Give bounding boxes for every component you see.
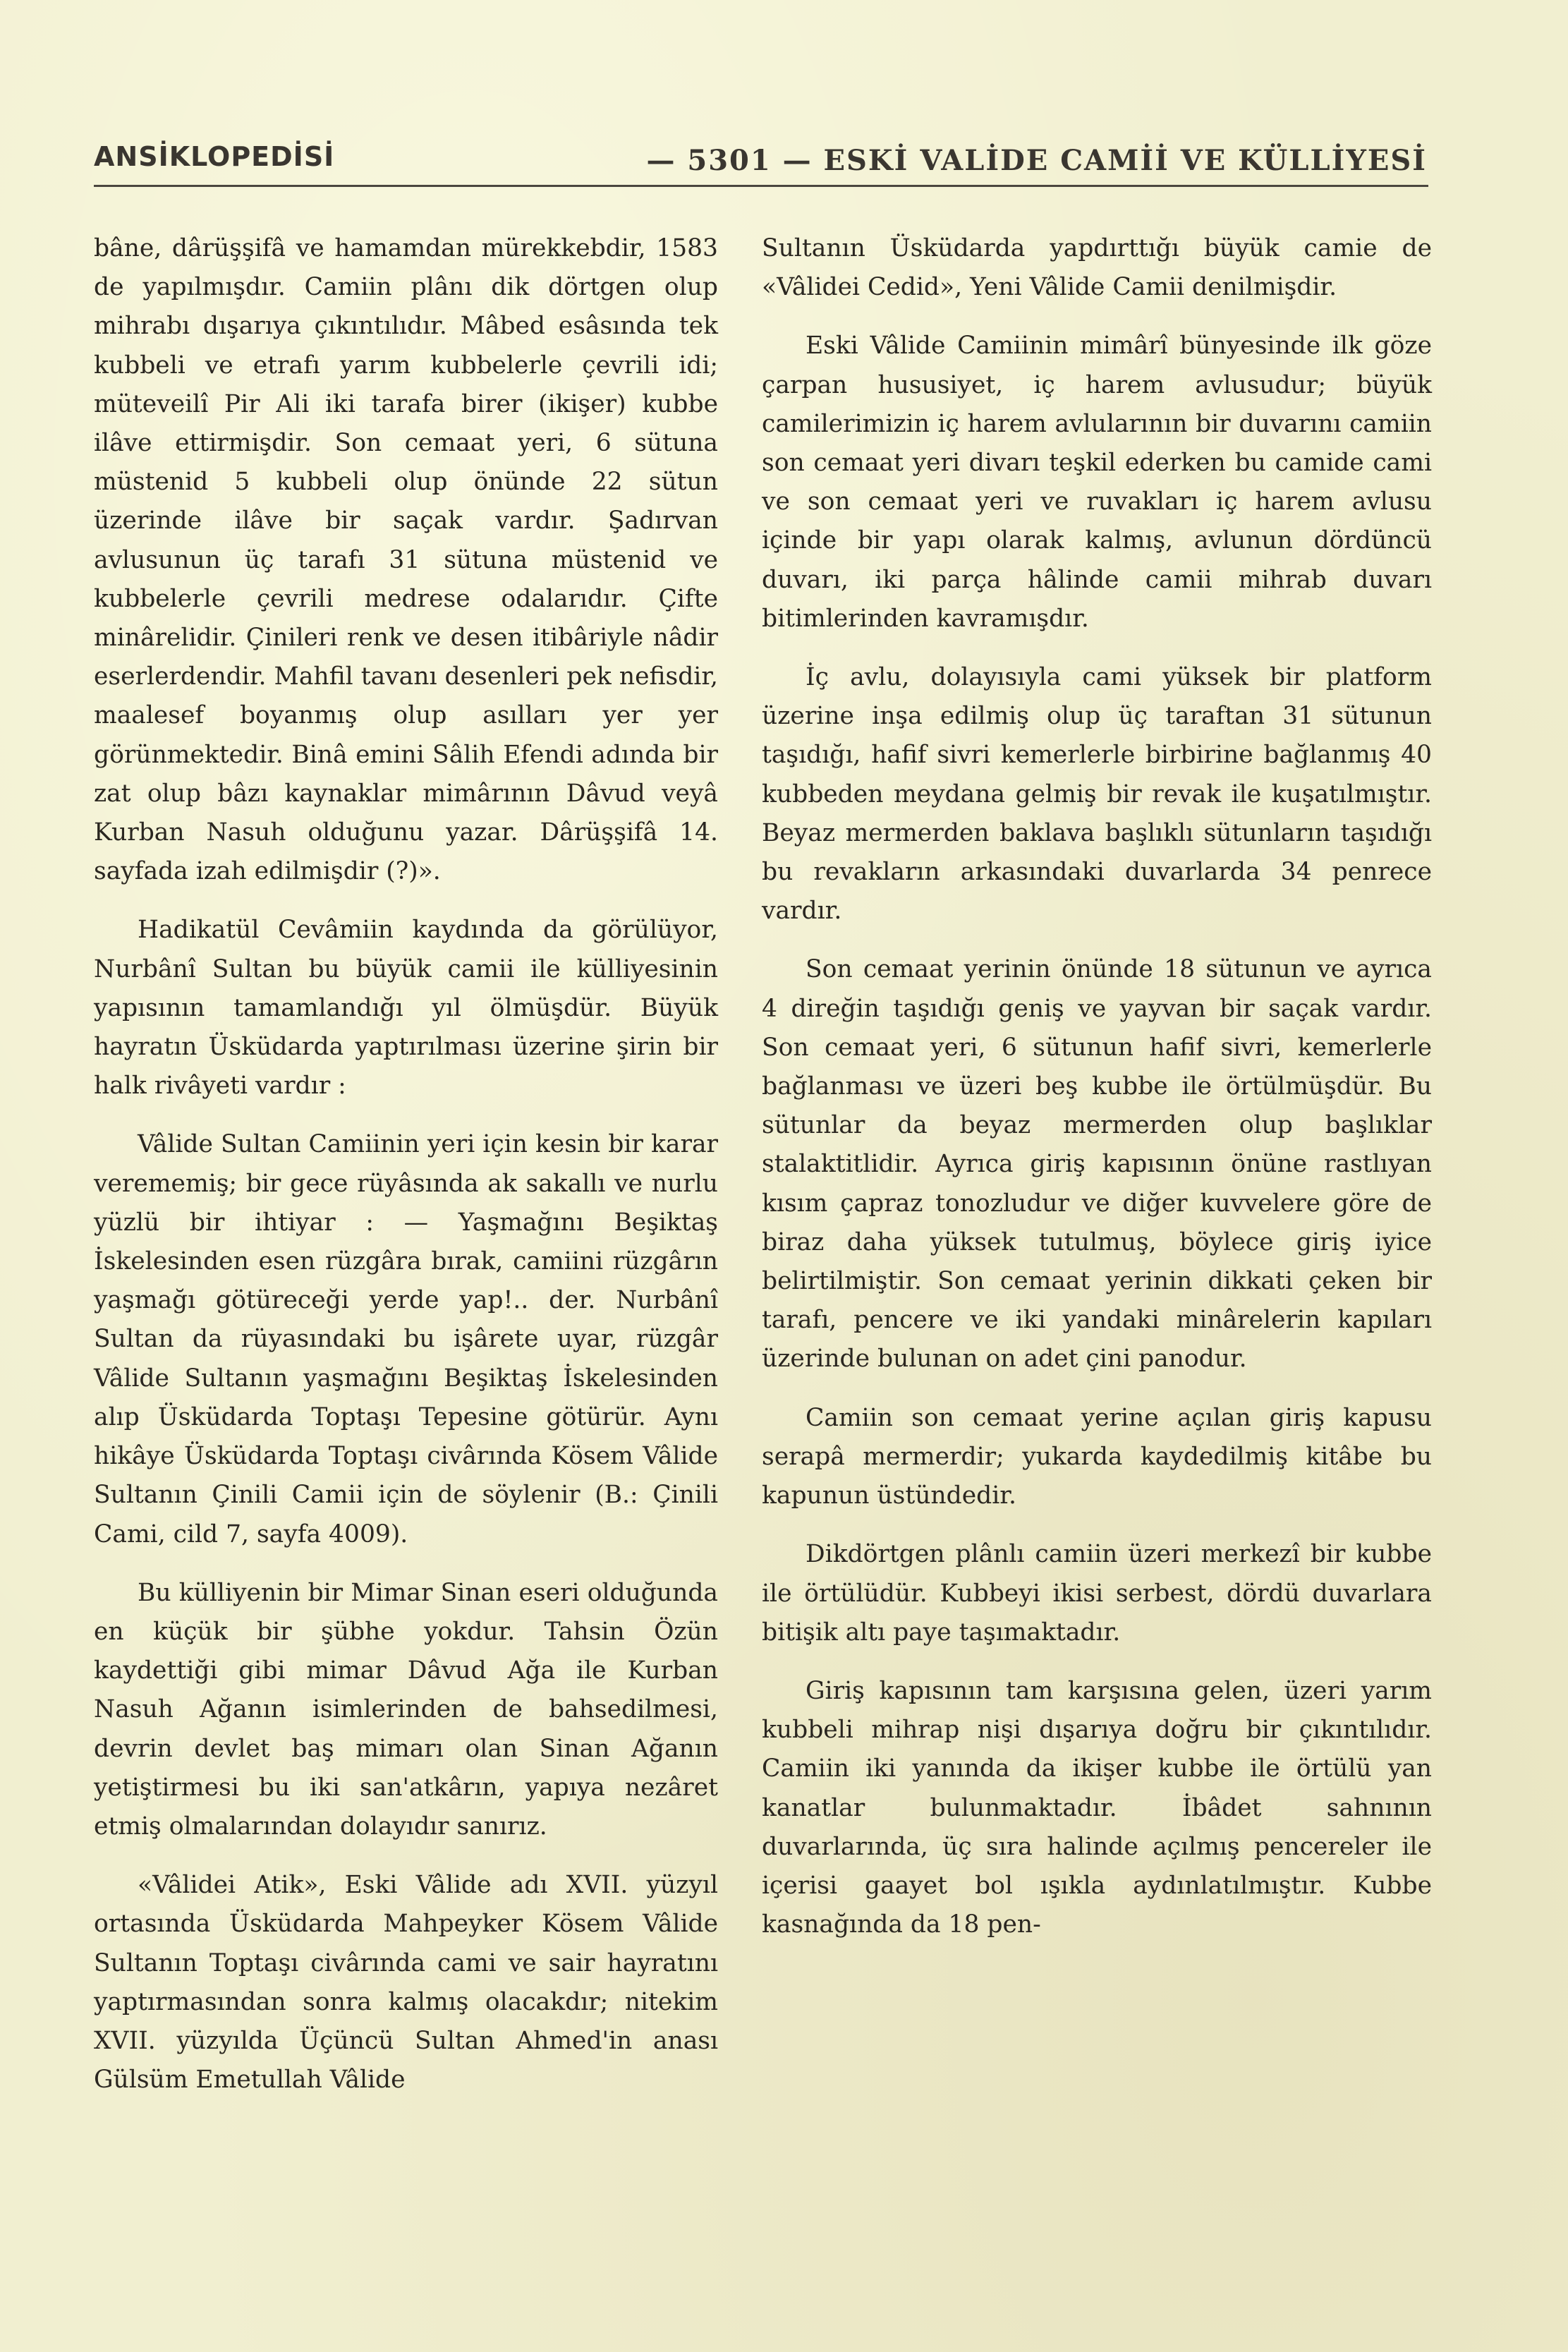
paragraph: Vâlide Sultan Camiinin yeri için kesin bir karar verememiş; bir gece rüyâsında ak sakallı ve nurlu yüzlü bir ihtiyar : — Yaşmağını Beşiktaş İskelesinden esen rüzgâra bırak, camiini rüzgârın yaşmağı götüreceği yerde yap!.. der. Nurbânî Sultan da rüyasındaki bu işârete uyar, rüzgâr Vâlide Sultanın yaşmağını Beşiktaş İskelesinden alıp Üsküdarda Toptaşı Tepesine götürür. Aynı hikâye Üsküdarda Toptaşı civârında Kösem Vâlide Sultanın Çinili Camii için de söylenir (B.: Çinili Cami, cild 7, sayfa 4009).: [94, 1130, 718, 1548]
right-column: [762, 229, 1432, 1964]
paragraph: Hadikatül Cevâmiin kaydında da görülüyor, Nurbânî Sultan bu büyük camii ile külliyesinin yapısının tamamlandığı yıl ölmüşdür. Büyük hayratın Üsküdarda yaptırılması üzerine şirin bir halk rivâyeti vardır :: [94, 916, 718, 1101]
running-header: [94, 134, 1427, 190]
paragraph: İç avlu, dolayısıyla cami yüksek bir platform üzerine inşa edilmiş olup üç taraftan 31 sütunun taşıdığı, hafif sivri kemerlerle birbirine bağlanmış 40 kubbeden meydana gelmiş bir revak ile kuşatılmıştır. Beyaz mermerden baklava başlıklı sütunların taşıdığı bu revakların arkasındaki duvarlarda 34 penrece vardır.: [762, 663, 1432, 926]
paragraph: Dikdörtgen plânlı camiin üzeri merkezî bir kubbe ile örtülüdür. Kubbeyi ikisi serbest, dördü duvarlara bitişik altı paye taşımaktadır.: [762, 1540, 1432, 1647]
header-series-title: ANSİKLOPEDİSİ: [94, 141, 335, 172]
paragraph: Camiin son cemaat yerine açılan giriş kapusu serapâ mermerdir; yukarda kaydedilmiş kitâbe bu kapunun üstündedir.: [762, 1403, 1432, 1510]
paragraph: Bu külliyenin bir Mimar Sinan eseri olduğunda en küçük bir şübhe yokdur. Tahsin Özün kaydettiği gibi mimar Dâvud Ağa ile Kurban Nasuh Ağanın isimlerinden de bahsedilmesi, devrin devlet baş mimarı olan Sinan Ağanın yetiştirmesi bu iki san'atkârın, yapıya nezâret etmiş olmalarından dolayıdır sanırız.: [94, 1578, 718, 1841]
paragraph: «Vâlidei Atik», Eski Vâlide adı XVII. yüzyıl ortasında Üsküdarda Mahpeyker Kösem Vâlide Sultanın Toptaşı civârında cami ve sair hayratını yaptırmasından sonra kalmış olacakdır; nitekim XVII. yüzyılda Üçüncü Sultan Ahmed'in anası Gülsüm Emetullah Vâlide: [94, 1871, 718, 2095]
paragraph: Sultanın Üsküdarda yapdırttığı büyük camie de «Vâlidei Cedid», Yeni Vâlide Camii denilmişdir.: [762, 234, 1432, 302]
header-rule: [94, 185, 1428, 187]
paragraph: Eski Vâlide Camiinin mimârî bünyesinde ilk göze çarpan hususiyet, iç harem avlusudur; büyük camilerimizin iç harem avlularının bir duvarını camiin son cemaat yeri divarı teşkil ederken bu camide cami ve son cemaat yeri ve ruvakları iç harem avlusu içinde bir yapı olarak kalmış, avlunun dördüncü duvarı, iki parça hâlinde camii mihrab duvarı bitimlerinden kavramışdır.: [762, 332, 1432, 633]
left-column: [94, 229, 718, 2119]
header-page-and-entry: — 5301 — ESKİ VALİDE CAMİİ VE KÜLLİYESİ: [646, 144, 1427, 177]
paragraph: Giriş kapısının tam karşısına gelen, üzeri yarım kubbeli mihrap nişi dışarıya doğru bir çıkıntılıdır. Camiin iki yanında da ikişer kubbe ile örtülü yan kanatlar bulunmaktadır. İbâdet sahnının duvarlarında, üç sıra halinde açılmış pencereler ile içerisi gaayet bol ışıkla aydınlatılmıştır. Kubbe kasnağında da 18 pen-: [762, 1676, 1432, 1939]
paragraph: Son cemaat yerinin önünde 18 sütunun ve ayrıca 4 direğin taşıdığı geniş ve yayvan bir saçak vardır. Son cemaat yeri, 6 sütunun hafif sivri, kemerlerle bağlanması ve üzeri beş kubbe ile örtülmüşdür. Bu sütunlar da beyaz mermerden olup başlıklar stalaktitlidir. Ayrıca giriş kapısının önüne rastlıyan kısım çapraz tonozludur ve diğer kuvvelere göre de biraz daha yüksek tutulmuş, böylece giriş iyice belirtilmiştir. Son cemaat yerinin dikkati çeken bir tarafı, pencere ve iki yandaki minârelerin kapıları üzerinde bulunan on adet çini panodur.: [762, 955, 1432, 1374]
paragraph: bâne, dârüşşifâ ve hamamdan mürekkebdir, 1583 de yapılmışdır. Camiin plânı dik dörtgen olup mihrabı dışarıya çıkıntılıdır. Mâbed esâsında tek kubbeli ve etrafı yarım kubbelerle çevrili idi; müteveilî Pir Ali iki tarafa birer (ikişer) kubbe ilâve ettirmişdir. Son cemaat yeri, 6 sütuna müstenid 5 kubbeli olup önünde 22 sütun üzerinde ilâve bir saçak vardır. Şadırvan avlusunun üç tarafı 31 sütuna müstenid ve kubbelerle çevrili medrese odalarıdır. Çifte minârelidir. Çinileri renk ve desen itibâriyle nâdir eserlerdendir. Mahfil tavanı desenleri pek nefisdir, maalesef boyanmış olup asılları yer yer görünmektedir. Binâ emini Sâlih Efendi adında bir zat olup bâzı kaynaklar mimârının Dâvud veyâ Kurban Nasuh olduğunu yazar. Dârüşşifâ 14. sayfada izah edilmişdir (?)».: [94, 234, 718, 886]
